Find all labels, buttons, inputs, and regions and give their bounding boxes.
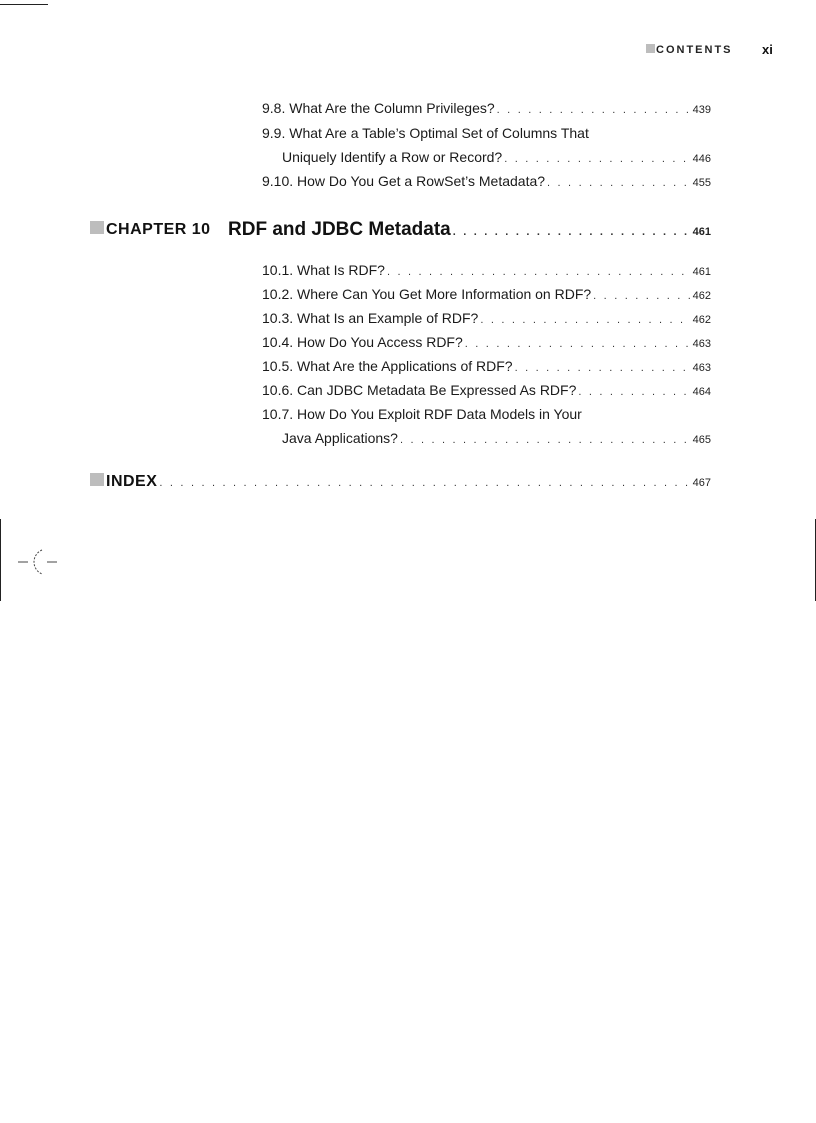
registration-mark-icon — [0, 542, 62, 582]
dot-leader — [387, 266, 691, 278]
dot-leader — [400, 434, 691, 446]
toc-entry-title-line1[interactable]: 9.9. What Are a Table’s Optimal Set of Columns That — [262, 125, 589, 141]
dot-leader — [547, 177, 691, 189]
toc-entry-title-line1[interactable]: 10.7. How Do You Exploit RDF Data Models in Your — [262, 406, 582, 422]
toc-entry-title: 10.5. What Are the Applications of RDF? — [262, 358, 513, 374]
dot-leader — [159, 477, 690, 489]
toc-entry-title: 9.10. How Do You Get a RowSet’s Metadata? — [262, 173, 546, 189]
toc-entry[interactable] — [262, 358, 711, 374]
dot-leader — [515, 362, 691, 374]
toc-entry-page: 455 — [692, 177, 711, 189]
toc-entry[interactable] — [262, 382, 711, 398]
chapter-label-text: CHAPTER 10 — [106, 221, 211, 238]
toc-entry-page: 463 — [692, 338, 711, 350]
dot-leader — [480, 314, 690, 326]
dot-leader — [578, 386, 690, 398]
chapter-title: RDF and JDBC Metadata — [228, 219, 451, 240]
toc-entry-title: Java Applications? — [282, 430, 398, 446]
toc-entry-title: 10.3. What Is an Example of RDF? — [262, 310, 479, 326]
index-label-text: INDEX — [106, 473, 158, 490]
running-head — [646, 44, 733, 56]
toc-entry[interactable] — [262, 286, 711, 302]
toc-entry-title: 10.1. What Is RDF? — [262, 262, 385, 278]
toc-entry[interactable] — [262, 173, 711, 189]
chapter-entry[interactable] — [228, 219, 711, 241]
toc-entry-title: 9.8. What Are the Column Privileges? — [262, 100, 495, 116]
toc-entry-page: 465 — [692, 434, 711, 446]
toc-entry-title: Uniquely Identify a Row or Record? — [282, 149, 503, 165]
index-label — [90, 473, 157, 491]
toc-entry[interactable] — [282, 430, 711, 446]
chapter-page: 461 — [692, 226, 711, 238]
toc-entry[interactable] — [262, 262, 711, 278]
toc-entry-page: 464 — [692, 386, 711, 398]
toc-entry-page: 439 — [692, 104, 711, 116]
chapter-label — [90, 221, 211, 239]
toc-entry[interactable] — [262, 100, 711, 116]
toc-entry-page: 461 — [692, 266, 711, 278]
index-entry[interactable] — [90, 473, 711, 491]
dot-leader — [465, 338, 691, 350]
toc-entry-page: 463 — [692, 362, 711, 374]
running-head-text: CONTENTS — [656, 44, 733, 56]
dot-leader — [593, 290, 690, 302]
dot-leader — [453, 226, 691, 238]
toc-entry-title: 10.4. How Do You Access RDF? — [262, 334, 463, 350]
toc-entry-title: 10.2. Where Can You Get More Information on RDF? — [262, 286, 592, 302]
shaded-block-icon — [90, 221, 104, 234]
index-page: 467 — [692, 477, 711, 489]
toc-entry-page: 462 — [692, 290, 711, 302]
shaded-block-icon — [646, 44, 655, 53]
dot-leader — [497, 104, 691, 116]
shaded-block-icon — [90, 473, 104, 486]
page-number: xi — [762, 42, 773, 57]
dot-leader — [504, 153, 690, 165]
crop-mark-top — [0, 4, 48, 5]
toc-entry[interactable] — [262, 310, 711, 326]
toc-entry-page: 446 — [692, 153, 711, 165]
toc-entry[interactable] — [282, 149, 711, 165]
toc-entry-page: 462 — [692, 314, 711, 326]
toc-entry[interactable] — [262, 334, 711, 350]
toc-entry-title: 10.6. Can JDBC Metadata Be Expressed As RDF? — [262, 382, 577, 398]
